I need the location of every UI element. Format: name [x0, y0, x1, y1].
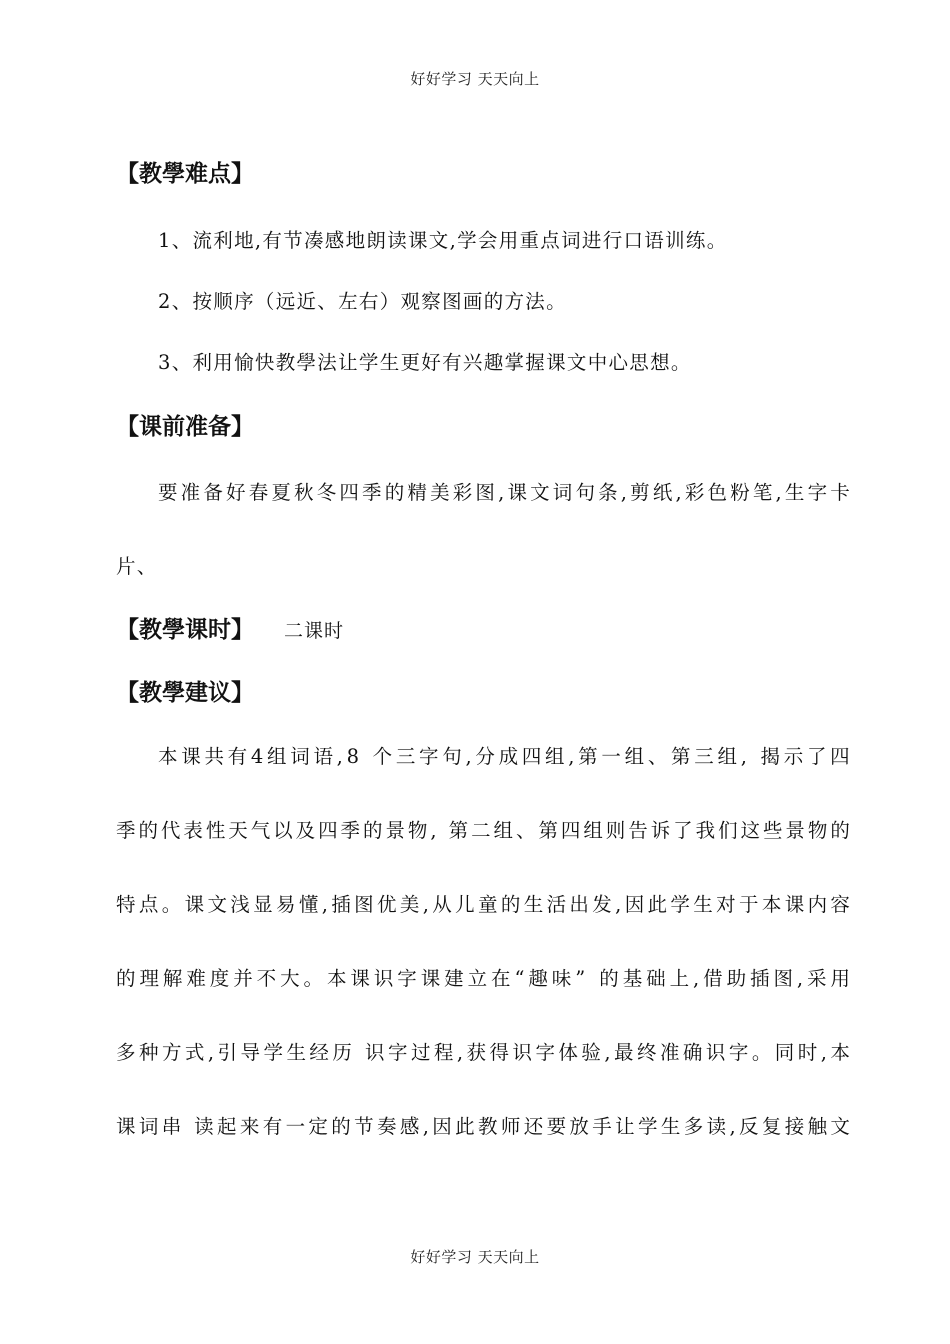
suggestion-line-6: 课 词 串 读 起 来 有 一 定 的 节 奏 感 , 因 此 教 师 还 要 放 手 让 学 生 多 读 , 反 复 接 触 文 [116, 1115, 850, 1138]
suggestion-line-4: 的 理 解 难 度 并 不 大 。 本 课 识 字 课 建 立 在 “ 趣 味 ” 的 基 础 上 , 借 助 插 图 , 采 用 [116, 967, 850, 990]
section-title-suggestion: 【教學建议】 [116, 680, 254, 706]
section-title-difficulty: 【教學难点】 [116, 161, 254, 187]
section-title-hours [116, 616, 344, 645]
suggestion-line-2: 季 的 代 表 性 天 气 以 及 四 季 的 景 物 , 第 二 组 、 第 四 组 则 告 诉 了 我 们 这 些 景 物 的 [116, 819, 850, 842]
suggestion-line-1: 本 课 共 有 4 组 词 语 , 8 个 三 字 句 , 分 成 四 组 , 第 一 组 、 第 三 组 , 揭 示 了 四 [158, 745, 850, 768]
page-footer: 好好学习 天天向上 [410, 1248, 540, 1266]
suggestion-line-5: 多 种 方 式 , 引 导 学 生 经 历 识 字 过 程 , 获 得 识 字 体 验 , 最 终 准 确 识 字 。 同 时 , 本 [116, 1041, 850, 1064]
preparation-line-2: 片、 [116, 555, 158, 578]
difficulty-item-1: 1、流利地,有节凑感地朗读课文,学会用重点词进行口语训练。 [158, 229, 728, 252]
page-header: 好好学习 天天向上 [410, 70, 540, 88]
suggestion-line-3: 特 点 。 课 文 浅 显 易 懂 , 插 图 优 美 , 从 儿 童 的 生 活 出 发 , 因 此 学 生 对 于 本 课 内 容 [116, 893, 850, 916]
difficulty-item-2: 2、按顺序（远近、左右）观察图画的方法。 [158, 290, 567, 313]
section-title-preparation: 【课前准备】 [116, 414, 254, 440]
preparation-line-1: 要 准 备 好 春 夏 秋 冬 四 季 的 精 美 彩 图 , 课 文 词 句 条 , 剪 纸 , 彩 色 粉 笔 , 生 字 卡 [158, 481, 850, 504]
hours-title: 【教學课时】 [116, 617, 254, 643]
hours-value: 二课时 [284, 620, 345, 642]
difficulty-item-3: 3、利用愉快教學法让学生更好有兴趣掌握课文中心思想。 [158, 351, 692, 374]
